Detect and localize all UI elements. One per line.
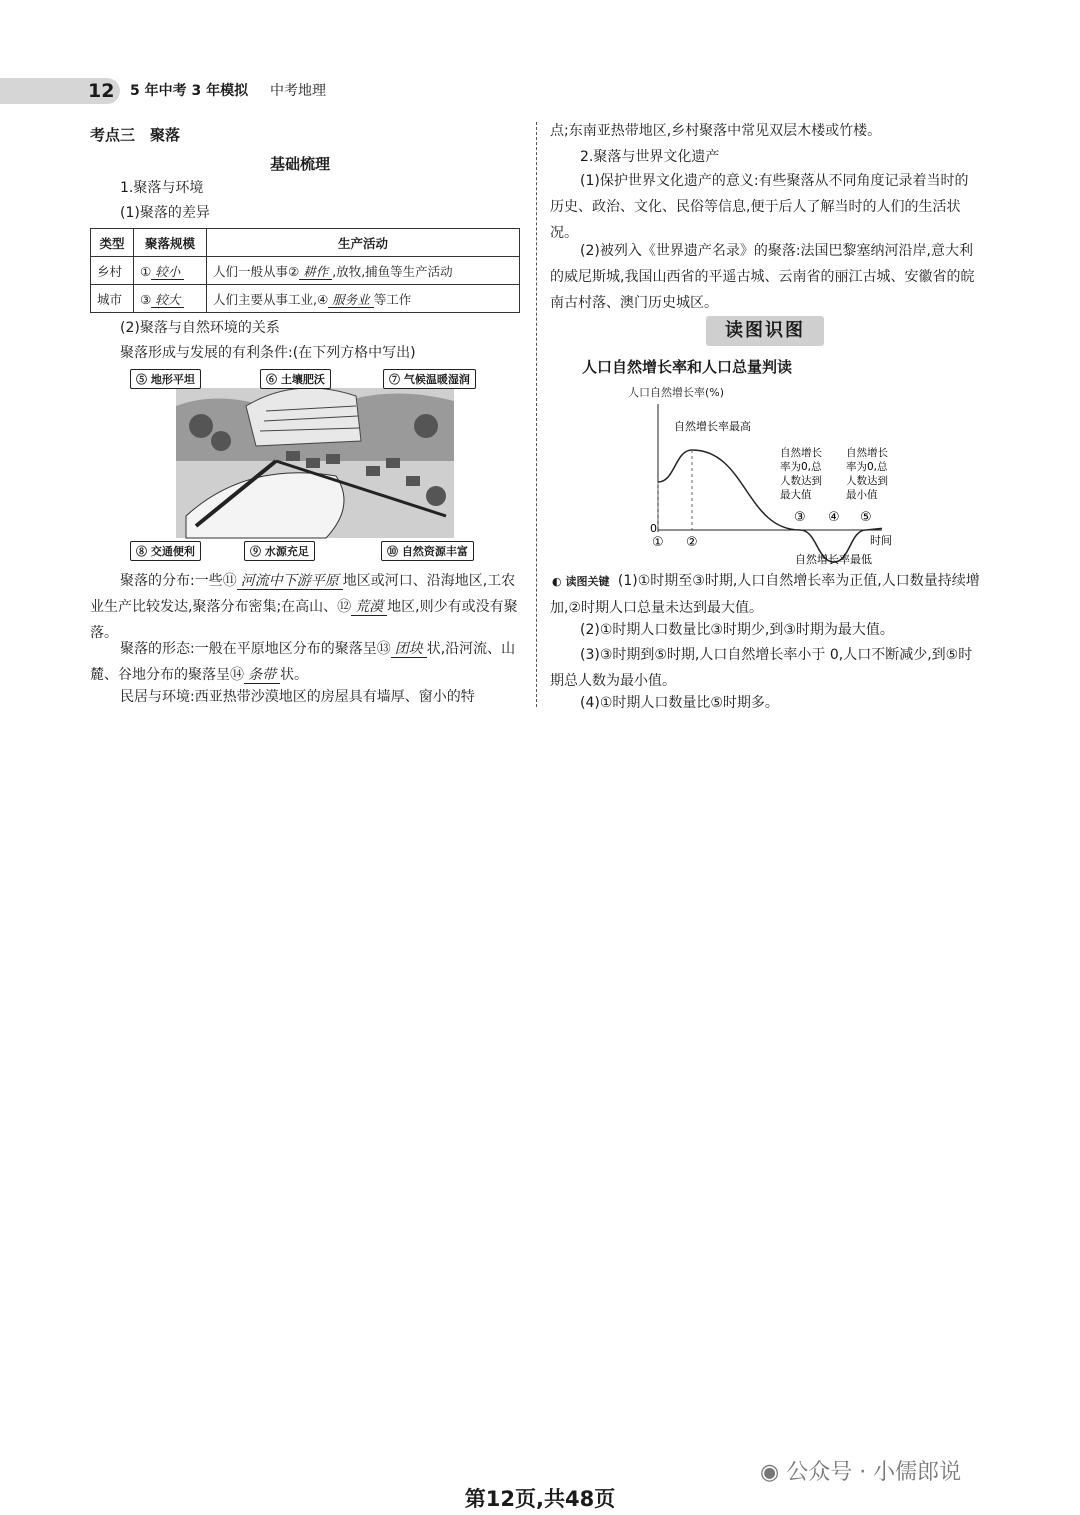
form-paragraph <box>90 636 520 688</box>
conditions-text: 聚落形成与发展的有利条件:(在下列方格中写出) <box>120 345 416 361</box>
text: 等工作 <box>373 291 412 307</box>
page-number: 12 <box>88 80 115 102</box>
x-tick-label: ① <box>652 535 664 550</box>
annotation-line: 最小值 <box>846 489 878 501</box>
text: 状。 <box>280 667 308 683</box>
text: ,放牧,捕鱼等生产活动 <box>332 263 453 279</box>
page-footer: 第12页,共48页 <box>464 1487 616 1511</box>
key-paragraph-1 <box>550 568 982 621</box>
tree <box>211 431 231 451</box>
label-soil: ⑥ 土壤肥沃 <box>260 369 331 389</box>
cell-activity <box>207 257 520 285</box>
num-mark: ① <box>140 263 152 279</box>
text: 人们主要从事工业,④ <box>213 291 329 307</box>
key-paragraph-4: (4)①时期人口数量比⑤时期多。 <box>580 695 779 711</box>
text: 聚落的形态:一般在平原地区分布的聚落呈⑬ <box>120 641 391 657</box>
annotation-line: 人数达到 <box>846 475 888 487</box>
cell-scale <box>134 257 207 285</box>
origin-label: 0 <box>650 522 657 535</box>
annotation-min: 自然增长率最低 <box>795 553 872 566</box>
cell-scale <box>134 285 207 313</box>
label-transport: ⑧ 交通便利 <box>130 541 201 561</box>
settlement-table <box>90 228 520 313</box>
annotation-line: 人数达到 <box>780 475 822 487</box>
heading-1b: (2)聚落与自然环境的关系 <box>120 320 280 336</box>
table-row <box>91 285 520 313</box>
answer-blank: 条带 <box>244 667 280 684</box>
label-water: ⑨ 水源充足 <box>244 541 315 561</box>
num-mark: ③ <box>140 291 152 307</box>
y-axis-label: 人口自然增长率(%) <box>628 386 725 399</box>
label-terrain: ⑤ 地形平坦 <box>130 369 201 389</box>
population-chart <box>620 380 910 570</box>
heading-1: 1.聚落与环境 <box>120 180 204 196</box>
cell-type: 城市 <box>91 285 134 313</box>
section-title: 考点三 聚落 <box>90 126 181 144</box>
key-paragraph-3: (3)③时期到⑤时期,人口自然增长率小于 0,人口不断减少,到⑤时期总人数为最小值。 <box>550 647 973 689</box>
col-header: 类型 <box>91 229 134 257</box>
right-p2: (1)保护世界文化遗产的意义:有些聚落从不同角度记录着当时的历史、政治、文化、民俗等信息,便于后人了解当时的人们的生活状况。 <box>550 173 969 241</box>
annotation-line: 最大值 <box>780 489 812 501</box>
answer-blank: 团块 <box>391 641 427 658</box>
col-header: 生产活动 <box>207 229 520 257</box>
settlement-illustration <box>126 366 482 564</box>
book-title: 5 年中考 3 年模拟 <box>130 83 249 99</box>
cell-type: 乡村 <box>91 257 134 285</box>
answer-blank: 较小 <box>151 264 184 280</box>
dwelling-text: 民居与环境:西亚热带沙漠地区的房屋具有墙厚、窗小的特 <box>120 689 475 705</box>
distribution-paragraph <box>90 568 520 646</box>
answer-blank: 荒漠 <box>351 599 387 616</box>
x-tick-label: ③ <box>794 510 806 525</box>
subject-title: 中考地理 <box>270 83 326 99</box>
key-paragraph-2: (2)①时期人口数量比③时期少,到③时期为最大值。 <box>580 622 894 638</box>
read-chart-banner: 读图识图 <box>706 316 824 346</box>
annotation-line: 自然增长 <box>846 447 888 459</box>
text: 状,沿河流、山麓、谷地分布的聚落呈⑭ <box>90 641 516 683</box>
right-p3: (2)被列入《世界遗产名录》的聚落:法国巴黎塞纳河沿岸,意大利的威尼斯城,我国山西省的平遥古城、云南省的丽江古城、安徽省的皖南古村落、澳门历史城区。 <box>550 243 975 311</box>
key-badge-label: 读图关键 <box>565 575 610 588</box>
answer-blank: 河流中下游平原 <box>237 573 343 590</box>
key-badge <box>550 569 613 595</box>
annotation-max: 自然增长率最高 <box>674 420 751 433</box>
table-row <box>91 257 520 285</box>
answer-blank: 耕作 <box>299 264 332 280</box>
x-tick-label: ④ <box>828 510 840 525</box>
annotation-line: 自然增长 <box>780 447 822 459</box>
label-resources: ⑩ 自然资源丰富 <box>381 541 474 561</box>
annotation-line: 率为0,总 <box>846 461 888 473</box>
x-tick-label: ② <box>686 535 698 550</box>
annotation-period5 <box>846 446 888 501</box>
watermark <box>760 1455 961 1486</box>
x-tick-label: ⑤ <box>860 510 872 525</box>
text: 人们一般从事② <box>213 263 300 279</box>
chart-title: 人口自然增长率和人口总量判读 <box>582 358 793 376</box>
annotation-line: 率为0,总 <box>780 461 822 473</box>
col-header: 聚落规模 <box>134 229 207 257</box>
text: 聚落的分布:一些⑪ <box>120 573 237 589</box>
bulb-icon: ◐ <box>552 575 562 588</box>
text: 地区或河口、沿海地区,工农业生产比较发达,聚落分布密集;在高山、⑫ <box>90 573 516 615</box>
x-axis-label: 时间 <box>870 534 892 547</box>
heading-1a: (1)聚落的差异 <box>120 205 210 221</box>
tree <box>426 486 446 506</box>
tree <box>414 414 438 438</box>
annotation-period3 <box>780 446 822 501</box>
wechat-icon: ◉ <box>760 1460 780 1485</box>
key-text: (1)①时期至③时期,人口自然增长率为正值,人口数量持续增加,②时期人口总量未达到最大值。 <box>550 573 980 616</box>
subsection-title: 基础梳理 <box>270 155 331 173</box>
table-header-row <box>91 229 520 257</box>
right-p1: 点;东南亚热带地区,乡村聚落中常见双层木楼或竹楼。 <box>550 123 882 139</box>
text: 地区,则少有或没有聚落。 <box>90 599 518 641</box>
watermark-text: 公众号 · 小儒郎说 <box>786 1460 962 1485</box>
cell-activity <box>207 285 520 313</box>
label-climate: ⑦ 气候温暖湿润 <box>383 369 476 389</box>
answer-blank: 较大 <box>151 292 184 308</box>
column-divider <box>536 122 537 707</box>
answer-blank: 服务业 <box>328 292 374 308</box>
heading-2: 2.聚落与世界文化遗产 <box>580 149 720 165</box>
tree <box>189 414 213 438</box>
